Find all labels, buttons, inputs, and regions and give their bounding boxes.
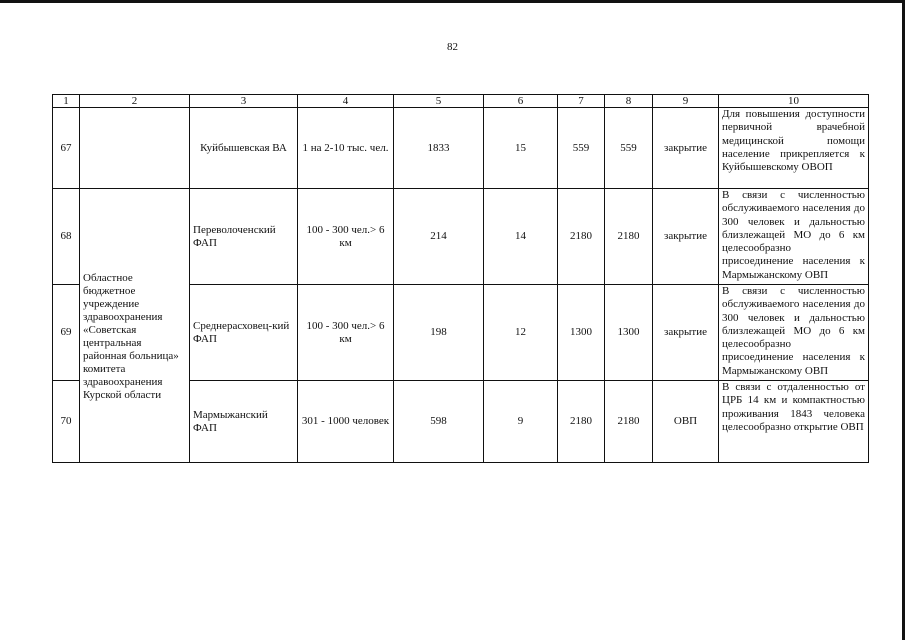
note-cell	[719, 189, 869, 285]
value-col7: 2180	[558, 189, 605, 285]
table-row	[53, 189, 869, 285]
facility-name: Куйбышевская ВА	[190, 108, 298, 189]
header-cell: 3	[190, 95, 298, 108]
value-col5: 198	[394, 285, 484, 381]
scan-edge-top	[0, 0, 905, 3]
value-col5: 1833	[394, 108, 484, 189]
note-text: В связи с численностью обслуживаемого населения до 300 человек и дальностью близлежащей МО до 6 км целесообразно присоединение населения к Мармыжанскому ОВП	[722, 285, 865, 377]
value-col5: 598	[394, 381, 484, 463]
header-cell: 2	[80, 95, 190, 108]
organization-empty-cell	[80, 108, 190, 189]
note-text: В связи с численностью обслуживаемого населения до 300 человек и дальностью близлежащей МО до 6 км целесообразно присоединение населения к Мармыжанскому ОВП	[722, 189, 865, 281]
value-col7: 1300	[558, 285, 605, 381]
header-cell: 4	[298, 95, 394, 108]
note-text: Для повышения доступности первичной врачебной медицинской помощи население прикрепляется к Куйбышевскому ОВОП	[722, 108, 865, 174]
value-col6: 12	[484, 285, 558, 381]
facility-name: Переволоченский ФАП	[190, 189, 298, 285]
row-number: 68	[53, 189, 80, 285]
facility-name: Мармыжанский ФАП	[190, 381, 298, 463]
action-cell: закрытие	[653, 108, 719, 189]
value-col8: 2180	[605, 381, 653, 463]
row-number: 67	[53, 108, 80, 189]
value-col8: 559	[605, 108, 653, 189]
norm-cell: 100 - 300 чел.> 6 км	[298, 189, 394, 285]
action-cell: закрытие	[653, 285, 719, 381]
value-col8: 2180	[605, 189, 653, 285]
page-number: 82	[447, 41, 458, 53]
header-cell: 9	[653, 95, 719, 108]
table-row	[53, 108, 869, 189]
note-cell	[719, 381, 869, 463]
action-cell: закрытие	[653, 189, 719, 285]
header-cell: 7	[558, 95, 605, 108]
action-cell: ОВП	[653, 381, 719, 463]
header-cell: 10	[719, 95, 869, 108]
header-cell: 5	[394, 95, 484, 108]
facility-name: Среднерасховец-кий ФАП	[190, 285, 298, 381]
value-col6: 14	[484, 189, 558, 285]
row-number: 70	[53, 381, 80, 463]
value-col5: 214	[394, 189, 484, 285]
organization-cell: Областное бюджетное учреждение здравоохранения «Советская центральная районная больница» комитета здравоохранения Курской области	[80, 189, 190, 463]
header-cell: 8	[605, 95, 653, 108]
norm-cell: 1 на 2-10 тыс. чел.	[298, 108, 394, 189]
header-cell: 6	[484, 95, 558, 108]
note-text: В связи с отдаленностью от ЦРБ 14 км и компактностью проживания 1843 человека целесообразно открытие ОВП	[722, 381, 865, 433]
norm-cell: 301 - 1000 человек	[298, 381, 394, 463]
note-cell	[719, 108, 869, 189]
header-cell: 1	[53, 95, 80, 108]
value-col6: 15	[484, 108, 558, 189]
norm-cell: 100 - 300 чел.> 6 км	[298, 285, 394, 381]
note-cell	[719, 285, 869, 381]
facility-table	[52, 94, 869, 463]
header-row	[53, 95, 869, 108]
value-col8: 1300	[605, 285, 653, 381]
row-number: 69	[53, 285, 80, 381]
value-col6: 9	[484, 381, 558, 463]
value-col7: 2180	[558, 381, 605, 463]
value-col7: 559	[558, 108, 605, 189]
